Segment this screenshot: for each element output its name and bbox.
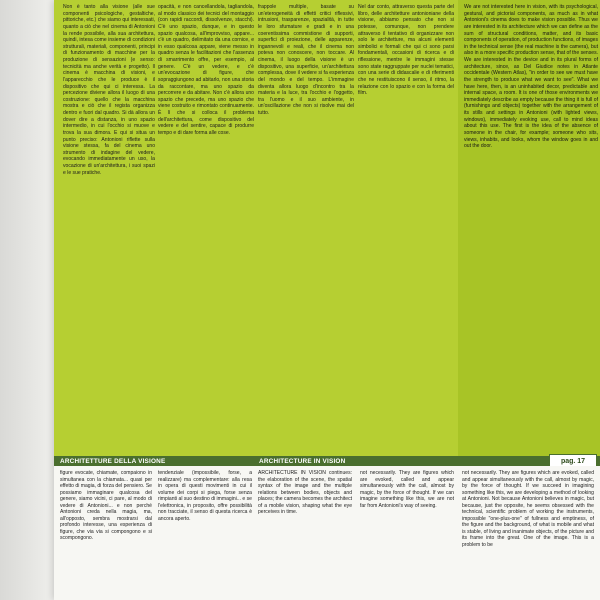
- column-text: tendenziale (impossibile, forse, a realizzare) ma complementare: alla resa in opera di questi movimenti in cui il volume dei corpi si piega, forse senza rimpianti al suo destino di immagini... e se l'elettronica, in proposito, offre possibilità non tracciate, il senso di questa ricerca è ancora aperto.: [158, 470, 252, 522]
- text-column-4: [356, 0, 454, 452]
- column-text: ARCHITECTURE IN VISION continues: the elaboration of the scene, the spatial syntax of the image and the multiple relations between bodies, objects and places; the camera becomes the architect of a mobile vision, shaping what the eye perceives in time.: [258, 470, 352, 516]
- book-spine: [0, 0, 54, 600]
- column-text: not necessarily. They are figures which are evoked, called and appear simultaneously with the call, almost by magic, by the force of thought. If we can imagine something like this, we are not far from Antonioni's way of seeing.: [360, 470, 454, 509]
- column-text: opacità, e non cancellandola, tagliandola, al modo classico dei tecnici del montaggio (con rapidi raccordi, dissolvenze, stacchi). C'è uno spazio, dunque, e in questo spazio qualcosa, all'improvviso, appare... c'è un quadro, delimitato da una cornice, e in esso qualcosa appare, viene messo in quadro senza le facilitazioni che l'assenza di smarrimento offre, per esempio, al genere. C'è un vedere, e c'è un'evocazione di figure, che sopraggiungono ad abitarlo, non una storia da raccontare, ma uno spazio da percorrere e da abitare. Non c'è allora uno spazio che precede, ma uno spazio che viene costruito e rimontato continuamente. È lì che si colloca il problema dell'architettura, come dispositivo del vedere e del sentire, capace di produrre tempo e di dare forma alle cose.: [158, 4, 254, 136]
- bottom-column-4: [360, 470, 454, 596]
- column-text: Nel dar conto, attraverso questa parte del libro, delle architetture antonioniane della visione, abbiamo pensato che non si potesse, comunque, non prendere attraverso il tentativo di organizzare non solo le architetture, ma alcuni elementi simbolici e formali che qui ci sono parsi fondamentali, occasioni di ricerca e di riflessione, mentre le immagini stesse sono state raggruppate per nuclei tematici, con una serie di didascalie e di riferimenti che ne restituiscono il senso, il ritmo, la relazione con lo spazio e con la forma del film.: [358, 4, 454, 97]
- section-title-english: ARCHITECTURE IN VISION: [259, 458, 346, 465]
- column-text: Non è tanto alla visione (alle sue componenti psicologiche, gestaltiche, pittoriche, etc.) che siamo qui interessati, quanto a ciò che nel cinema di Antonioni la rende possibile, alla sua architettura, quindi, intesa come insieme di condizioni strutturali, materiali, componenti, principi di funzionamento di macchine per la produzione di sensazioni (e senso: tecnicità ma anche verità e progetto). Il cinema è macchina di visioni, e l'apparecchio che le produce è il dispositivo che qui ci interessa. La percezione diviene allora il luogo di una costruzione: quello che la macchina mostra e ciò che il regista organizza dentro e fuori dal quadro. Si dà allora un dover dire a distanza, in uno spazio intermedio, in cui l'occhio si muove e trova la sua dimora. E qui si situa un punto preciso: Antonioni riflette sulla visione stessa, fa del cinema uno strumento di indagine del vedere, evocando immediatamente un uso, la vocazione di un'architettura, i suoi spazi e le sue pratiche.: [63, 4, 155, 176]
- text-column-1: [59, 0, 155, 452]
- column-text: figure evocate, chiamate, compaiono in simultanea con la chiamata... quasi per effetto di magia, di forza del pensiero. Se possiamo immaginare qualcosa del genere, siamo vicini, ci pare, al modo di vedere di Antonioni... e non perché Antonioni creda nella magia, ma, all'opposto, sembra mostrarsi dal profondo interesse, una esperienza di figure, che via via si compongono e si scompongono.: [60, 470, 152, 542]
- bottom-column-3: [258, 470, 352, 596]
- text-column-3: [256, 0, 354, 452]
- page-number: pag. 17: [549, 454, 597, 470]
- column-text: not necessarily. They are figures which are evoked, called and appear simultaneously with the call, almost by magic, by the force of thought. If we succeed in imagining something like this, we are developing a method of looking at Antonioni. Not because Antonioni believes in magic, but because, just the opposite, he seems obsessed with the technical, scientific problem of working the instruments, impossible "one-plus-one" of fullness and emptiness, of the figure and the background, of what is mobile and what is stable, of living and inanimate objects, of the picture and its frame into the great. One of the image. This is a problem to be: [462, 470, 594, 549]
- book-page: [54, 0, 600, 600]
- section-title-italian: ARCHITETTURE DELLA VISIONE: [60, 458, 166, 465]
- bottom-column-english: [462, 470, 594, 596]
- column-text: frappole multiple, basate su un'eterogeneità di effetti critici riflessivi, intrusioni, trasparenze, spazialità, in tutte le loro sfumature e gradi e in una coerentissima commistione di supporti, superfici di proiezione, delle apparenze, ingannevoli e reali, che il cinema non poteva non conoscere, non toccare. Al cinema, il luogo della visione è un dispositivo, una superficie, un'architettura complessa, dove il vedere si fa esperienza del mondo e del tempo. L'immagine diventa allora luogo d'incontro tra la materia e la luce, tra l'occhio e l'oggetto, tra l'uomo e il suo ambiente, in un'oscillazione che non si risolve mai del tutto.: [258, 4, 354, 116]
- bottom-column-2: [158, 470, 252, 596]
- column-text: We are not interested here in vision, with its psychological, gestural, and pictorial components, as much as in what Antonioni's cinema does to make vision possible. Thus we are interested in its architecture which we can define as the sum of structural conditions, matter, and its basic components of operation, of production functions, of images in the technical sense (the real machine is the camera), but also in a more specific production sense, that of the senses. We are interested in the device and in its plural forms of architecture, since, as Del Giudice notes in Atlante occidentale (Western Atlas), "in order to see we must have the strength to produce what we want to see". What we have here, then, is an uninhabited decor, predictable and internal space, a room. It is one of those environments we immediately describe as empty because the thing it is full of (furnishings and objects) together with the arrangement of its stills and settings in Antonioni (with lighted views, windows), immediately evoking use, call to mind ideas about this use. The first is the idea of the absence of someone in the chair, for example; someone who sits, views, inhabits, and looks, whom the window goes in and out the door.: [464, 4, 598, 150]
- text-column-2: [156, 0, 254, 452]
- bottom-column-1: [60, 470, 152, 596]
- text-column-english: [460, 0, 600, 452]
